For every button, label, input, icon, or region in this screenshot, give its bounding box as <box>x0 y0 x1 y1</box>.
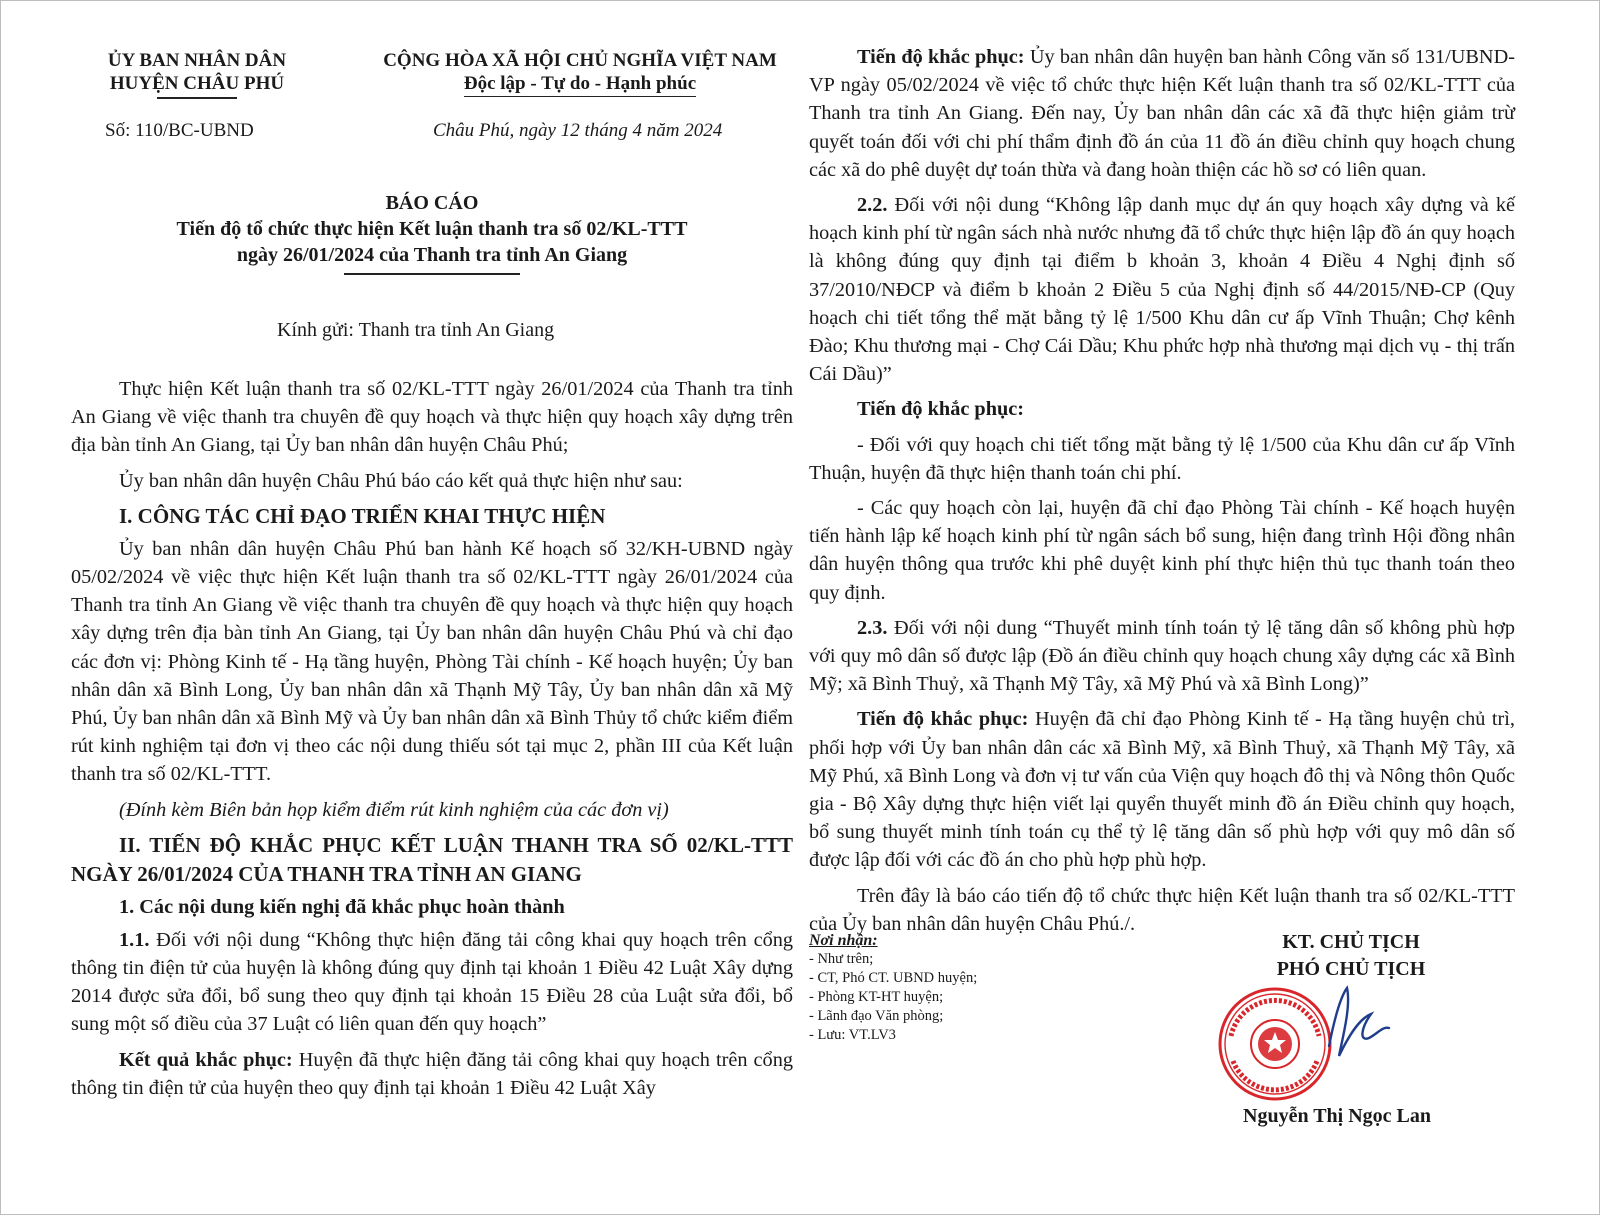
signature-title <box>1191 929 1511 983</box>
recipient-item: - Như trên; <box>809 951 874 967</box>
recipient-line: Kính gửi: Thanh tra tỉnh An Giang <box>277 319 555 341</box>
paragraph-attachment-note: (Đính kèm Biên bản họp kiểm điểm rút kinh nghiệm của các đơn vị) <box>119 798 669 821</box>
item-number-2-2: 2.2. <box>857 194 888 217</box>
subsection-heading-1: 1. Các nội dung kiến nghị đã khắc phục hoàn thành <box>119 895 565 918</box>
paragraph-2-2 <box>809 191 1515 388</box>
progress-text-1: Ủy ban nhân dân huyện ban hành Công văn số 131/UBND-VP ngày 05/02/2024 về việc tổ chức thực hiện Kết luận thanh tra số 02/KL-TTT của Thanh tra tỉnh An Giang. Đến nay, Ủy ban nhân dân các xã đã thực hiện giảm trừ quyết toán đối với chi phí thẩm định đồ án của 11 đồ án điều chỉnh quy hoạch chung các xã do phê duyệt dự toán thừa và đang hoàn thiện các hồ sơ có liên quan. <box>809 46 1515 181</box>
paragraph-closing: Trên đây là báo cáo tiến độ tổ chức thực hiện Kết luận thanh tra số 02/KL-TTT của Ủy ban nhân dân huyện Châu Phú./. <box>809 884 1515 935</box>
recipient-item: - Lưu: VT.LV3 <box>809 1027 896 1043</box>
paragraph-bullet-2: - Các quy hoạch còn lại, huyện đã chỉ đạo Phòng Tài chính - Kế hoạch huyện tiến hành lập kế hoạch kinh phí từ ngân sách bổ sung, hiện đang trình Hội đồng nhân dân huyện thông qua trước khi phê duyệt kinh phí thực hiện thủ tục thanh toán theo quy định. <box>809 497 1515 604</box>
title-line2: ngày 26/01/2024 của Thanh tra tỉnh An Giang <box>236 244 628 266</box>
national-motto <box>371 49 789 97</box>
signer-title-1: KT. CHỦ TỊCH <box>1282 931 1420 953</box>
paragraph-1-1 <box>71 926 793 1039</box>
title-type: BÁO CÁO <box>385 192 479 214</box>
progress-text-3: Huyện đã chỉ đạo Phòng Kinh tế - Hạ tầng huyện chủ trì, phối hợp với Ủy ban nhân dân các xã Bình Mỹ, xã Bình Thuỷ, xã Thạnh Mỹ Tây, xã Mỹ Phú, xã Bình Long và đơn vị tư vấn của Viện quy hoạch đô thị và Nông thôn Quốc gia - Bộ Xây dựng thực hiện viết lại quyển thuyết minh đồ án Điều chỉnh quy hoạch, bổ sung thuyết minh tính toán cụ thể tỷ lệ tăng dân số phù hợp với quy mô dân số được lập đối với các đồ án cho phù hợp phù hợp. <box>809 708 1515 872</box>
signer-name: Nguyễn Thị Ngọc Lan <box>1243 1105 1432 1127</box>
progress-label-1: Tiến độ khắc phục: <box>857 46 1025 68</box>
official-seal <box>1211 976 1411 1111</box>
title-underline <box>344 273 520 275</box>
progress-label-3: Tiến độ khắc phục: <box>857 708 1029 731</box>
right-column-body <box>809 43 1515 945</box>
signer-title-2: PHÓ CHỦ TỊCH <box>1276 958 1426 980</box>
item-number-1-1: 1.1. <box>119 928 150 951</box>
place-date: Châu Phú, ngày 12 tháng 4 năm 2024 <box>433 120 723 141</box>
recipient-item: - Lãnh đạo Văn phòng; <box>809 1008 944 1024</box>
item-text-2-3: Đối với nội dung “Thuyết minh tính toán tỷ lệ tăng dân số không phù hợp với quy mô dân số được lập (Đồ án điều chỉnh quy hoạch chung xây dựng các xã Bình Mỹ; xã Bình Thuỷ, xã Thạnh Mỹ Tây, xã Mỹ Phú và xã Bình Long)” <box>809 616 1515 696</box>
paragraph-bullet-1: - Đối với quy hoạch chi tiết tổng mặt bằng tỷ lệ 1/500 của Khu dân cư ấp Vĩnh Thuận, huyện đã thực hiện thanh toán chi phí. <box>809 433 1515 484</box>
left-column-body <box>71 375 793 1109</box>
progress-label-2: Tiến độ khắc phục: <box>857 398 1025 421</box>
recipient-item: - CT, Phó CT. UBND huyện; <box>809 970 978 986</box>
title-line1: Tiến độ tổ chức thực hiện Kết luận thanh tra số 02/KL-TTT <box>176 218 688 240</box>
document-number: Số: 110/BC-UBND <box>105 120 254 141</box>
recipient-item: - Phòng KT-HT huyện; <box>809 989 944 1005</box>
item-number-2-3: 2.3. <box>857 616 888 639</box>
section-heading-2: II. TIẾN ĐỘ KHẮC PHỤC KẾT LUẬN THANH TRA SỐ 02/KL-TTT NGÀY 26/01/2024 CỦA THANH TRA TỈNH AN GIANG <box>71 832 793 886</box>
seal-stamp <box>1220 989 1330 1099</box>
paragraph-report-lead: Ủy ban nhân dân huyện Châu Phú báo cáo kết quả thực hiện như sau: <box>119 469 683 492</box>
motto: Độc lập - Tự do - Hạnh phúc <box>464 72 696 97</box>
paragraph-progress-1 <box>809 43 1515 184</box>
org-underline <box>157 97 237 99</box>
recipients-block <box>809 931 1109 1045</box>
nation-name: CỘNG HÒA XÃ HỘI CHỦ NGHĨA VIỆT NAM <box>383 50 777 71</box>
result-label: Kết quả khắc phục: <box>119 1048 293 1071</box>
recipients-label: Nơi nhận: <box>809 932 878 949</box>
result-text: Huyện đã thực hiện đăng tải công khai quy hoạch trên cổng thông tin điện tử của huyện theo quy định tại khoản 1 Điều 42 Luật Xây <box>71 1048 793 1099</box>
item-text-2-2: Đối với nội dung “Không lập danh mục dự án quy hoạch xây dựng và kế hoạch kinh phí từ ngân sách nhà nước nhưng đã tổ chức thực hiện lập đồ án quy hoạch là không đúng quy định tại điểm b khoản 3, khoản 4 Điều 4 Nghị định số 37/2010/NĐCP và điểm b khoản 2 Điều 5 của Nghị định số 44/2015/NĐ-CP (Quy hoạch chi tiết tổng thể mặt bằng tỷ lệ 1/500 Khu dân cư ấp Vĩnh Thuận; Chợ kênh Đào; Khu thương mại - Chợ Cái Dầu; Khu phức hợp nhà thương mại dịch vụ - thị trấn Cái Dầu)” <box>809 194 1515 386</box>
org-name-line1: ỦY BAN NHÂN DÂN <box>107 50 287 71</box>
item-text-1-1: Đối với nội dung “Không thực hiện đăng tải công khai quy hoạch trên cổng thông tin điện tử của huyện là không đúng quy định tại khoản 1 Điều 42 Luật Xây dựng 2014 được sửa đổi, bổ sung theo quy định tại khoản 15 Điều 28 của Luật sửa đổi, bổ sung một số điều của 37 Luật có liên quan đến quy hoạch” <box>71 928 793 1036</box>
paragraph-2-3 <box>809 614 1515 699</box>
document-title <box>71 190 793 275</box>
paragraph-result <box>71 1046 793 1102</box>
org-name-line2: HUYỆN CHÂU PHÚ <box>109 73 285 94</box>
paragraph-plan: Ủy ban nhân dân huyện Châu Phú ban hành Kế hoạch số 32/KH-UBND ngày 05/02/2024 về việc thực hiện Kết luận thanh tra số 02/KL-TTT ngày 26/01/2024 của Thanh tra tỉnh An Giang về việc thanh tra chuyên đề quy hoạch và thực hiện quy hoạch xây dựng trên địa bàn tỉnh An Giang, tại Ủy ban nhân dân huyện Châu Phú và chỉ đạo các đơn vị: Phòng Kinh tế - Hạ tầng huyện, Phòng Tài chính - Kế hoạch huyện; Ủy ban nhân dân xã Bình Long, Ủy ban nhân dân xã Thạnh Mỹ Tây, Ủy ban nhân dân xã Mỹ Phú, Ủy ban nhân dân xã Bình Mỹ và Ủy ban nhân dân xã Bình Thủy tổ chức kiểm điểm rút kinh nghiệm tại đơn vị theo các nội dung thiếu sót tại mục 2, phần III của Kết luận thanh tra số 02/KL-TTT. <box>71 537 793 786</box>
paragraph-progress-3 <box>809 705 1515 874</box>
section-heading-1: I. CÔNG TÁC CHỈ ĐẠO TRIỂN KHAI THỰC HIỆN <box>119 503 606 528</box>
paragraph-intro: Thực hiện Kết luận thanh tra số 02/KL-TTT ngày 26/01/2024 của Thanh tra tỉnh An Giang về việc thanh tra chuyên đề quy hoạch và thực hiện quy hoạch xây dựng trên địa bàn tỉnh An Giang, tại Ủy ban nhân dân huyện Châu Phú; <box>71 378 793 457</box>
issuing-authority <box>77 49 317 99</box>
signature-stroke <box>1329 988 1389 1056</box>
